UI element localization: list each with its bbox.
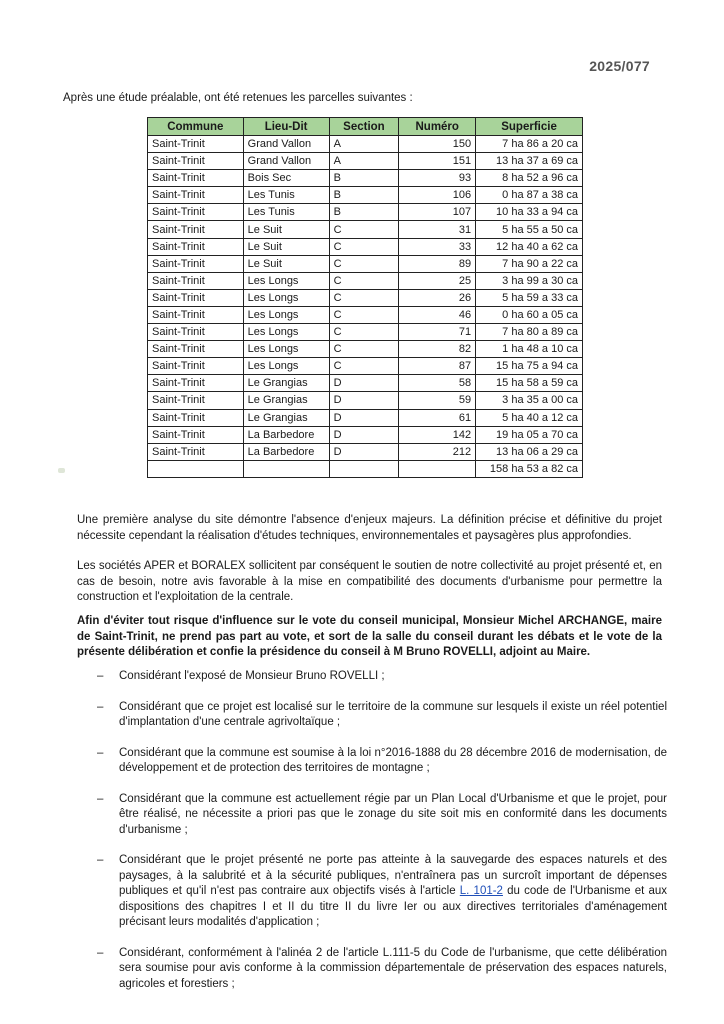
numero-cell: 25 xyxy=(399,272,476,289)
numero-cell: 93 xyxy=(399,170,476,187)
commune-cell: Saint-Trinit xyxy=(148,238,244,255)
numero-cell: 142 xyxy=(399,426,476,443)
table-row xyxy=(148,392,583,409)
considerant-text: Considérant l'exposé de Monsieur Bruno ROVELLI ; xyxy=(119,670,385,682)
lieu-dit-cell: Grand Vallon xyxy=(243,153,329,170)
paragraph-mayor-withdrawal: Afin d'éviter tout risque d'influence sur le vote du conseil municipal, Monsieur Michel ARCHANGE, maire de Saint-Trinit, ne prend pas part au vote, et sort de la salle du conseil durant les débats et le vote de la présente délibération et confie la présidence du conseil à M Bruno ROVELLI, adjoint au Maire. xyxy=(77,615,662,658)
parcels-table xyxy=(147,117,583,478)
list-item xyxy=(77,669,667,685)
table-row xyxy=(148,170,583,187)
superficie-cell: 15 ha 58 a 59 ca xyxy=(476,375,583,392)
table-row xyxy=(148,426,583,443)
commune-cell: Saint-Trinit xyxy=(148,170,244,187)
commune-cell: Saint-Trinit xyxy=(148,426,244,443)
superficie-cell: 7 ha 90 a 22 ca xyxy=(476,255,583,272)
section-cell: C xyxy=(329,324,399,341)
document-reference: 2025/077 xyxy=(589,58,650,74)
lieu-dit-cell: La Barbedore xyxy=(243,426,329,443)
commune-cell: Saint-Trinit xyxy=(148,289,244,306)
column-header-section: Section xyxy=(329,118,399,136)
lieu-dit-cell: Les Longs xyxy=(243,289,329,306)
section-cell: D xyxy=(329,443,399,460)
section-cell: C xyxy=(329,255,399,272)
total-empty-cell xyxy=(399,460,476,477)
table-total-row xyxy=(148,460,583,477)
lieu-dit-cell: Les Longs xyxy=(243,306,329,323)
commune-cell: Saint-Trinit xyxy=(148,358,244,375)
section-cell: D xyxy=(329,392,399,409)
considerant-text: Considérant que la commune est actuellement régie par un Plan Local d'Urbanisme et que le projet, pour être réalisé, ne nécessite a priori pas que le zonage du site soit mis en conformité dans les documents d'urbanisme ; xyxy=(119,792,667,836)
lieu-dit-cell: La Barbedore xyxy=(243,443,329,460)
commune-cell: Saint-Trinit xyxy=(148,153,244,170)
lieu-dit-cell: Grand Vallon xyxy=(243,136,329,153)
superficie-cell: 13 ha 06 a 29 ca xyxy=(476,443,583,460)
considerants-list xyxy=(77,669,667,992)
numero-cell: 46 xyxy=(399,306,476,323)
commune-cell: Saint-Trinit xyxy=(148,375,244,392)
commune-cell: Saint-Trinit xyxy=(148,136,244,153)
section-cell: C xyxy=(329,221,399,238)
list-item xyxy=(77,792,667,839)
numero-cell: 31 xyxy=(399,221,476,238)
superficie-cell: 5 ha 55 a 50 ca xyxy=(476,221,583,238)
table-row xyxy=(148,272,583,289)
paragraph-analysis: Une première analyse du site démontre l'absence d'enjeux majeurs. La définition précise et définitive du projet nécessite cependant la réalisation d'études techniques, environnementales et paysagères plus approfondies. xyxy=(77,514,662,542)
superficie-cell: 15 ha 75 a 94 ca xyxy=(476,358,583,375)
dash-bullet: – xyxy=(97,746,104,759)
numero-cell: 150 xyxy=(399,136,476,153)
numero-cell: 87 xyxy=(399,358,476,375)
superficie-cell: 12 ha 40 a 62 ca xyxy=(476,238,583,255)
intro-text: Après une étude préalable, ont été retenues les parcelles suivantes : xyxy=(63,92,413,104)
considerant-text xyxy=(119,854,667,928)
considerant-text: Considérant que la commune est soumise à la loi n°2016-1888 du 28 décembre 2016 de modernisation, de développement et de protection des territoires de montagne ; xyxy=(119,746,667,774)
dash-bullet: – xyxy=(97,946,104,959)
scan-mark xyxy=(58,468,65,473)
table-header-row xyxy=(148,118,583,136)
section-cell: C xyxy=(329,272,399,289)
superficie-cell: 0 ha 60 a 05 ca xyxy=(476,306,583,323)
lieu-dit-cell: Le Suit xyxy=(243,221,329,238)
column-header-commune: Commune xyxy=(148,118,244,136)
considerant-text: Considérant, conformément à l'alinéa 2 de l'article L.111-5 du Code de l'urbanisme, que cette délibération sera soumise pour avis conforme à la commission départementale de préservation des espaces naturels, agricoles et forestiers ; xyxy=(119,946,667,990)
superficie-cell: 7 ha 86 a 20 ca xyxy=(476,136,583,153)
section-cell: A xyxy=(329,153,399,170)
section-cell: D xyxy=(329,409,399,426)
superficie-cell: 7 ha 80 a 89 ca xyxy=(476,324,583,341)
numero-cell: 212 xyxy=(399,443,476,460)
dash-bullet: – xyxy=(97,670,104,682)
considerant-text-part: du code de l'Urbanisme et aux dispositions des chapitres I et II du titre II du livre Ier ou aux directives territoriales d'aménagement précisant leurs modalités d'application ; xyxy=(119,885,667,928)
lieu-dit-cell: Les Longs xyxy=(243,324,329,341)
list-item xyxy=(77,746,667,777)
total-empty-cell xyxy=(148,460,244,477)
superficie-cell: 3 ha 35 a 00 ca xyxy=(476,392,583,409)
table-row xyxy=(148,409,583,426)
table-row xyxy=(148,358,583,375)
commune-cell: Saint-Trinit xyxy=(148,272,244,289)
lieu-dit-cell: Le Suit xyxy=(243,238,329,255)
superficie-cell: 1 ha 48 a 10 ca xyxy=(476,341,583,358)
section-cell: C xyxy=(329,289,399,306)
superficie-cell: 10 ha 33 a 94 ca xyxy=(476,204,583,221)
numero-cell: 151 xyxy=(399,153,476,170)
section-cell: B xyxy=(329,204,399,221)
table-row xyxy=(148,255,583,272)
lieu-dit-cell: Les Longs xyxy=(243,272,329,289)
numero-cell: 82 xyxy=(399,341,476,358)
commune-cell: Saint-Trinit xyxy=(148,341,244,358)
section-cell: C xyxy=(329,341,399,358)
commune-cell: Saint-Trinit xyxy=(148,221,244,238)
lieu-dit-cell: Le Suit xyxy=(243,255,329,272)
column-header-superficie: Superficie xyxy=(476,118,583,136)
list-item xyxy=(77,853,667,931)
table-row xyxy=(148,375,583,392)
superficie-cell: 0 ha 87 a 38 ca xyxy=(476,187,583,204)
lieu-dit-cell: Les Tunis xyxy=(243,204,329,221)
lieu-dit-cell: Le Grangias xyxy=(243,409,329,426)
lieu-dit-cell: Les Tunis xyxy=(243,187,329,204)
numero-cell: 26 xyxy=(399,289,476,306)
total-area: 158 ha 53 a 82 ca xyxy=(476,460,583,477)
list-item xyxy=(77,946,667,993)
commune-cell: Saint-Trinit xyxy=(148,255,244,272)
commune-cell: Saint-Trinit xyxy=(148,392,244,409)
lieu-dit-cell: Les Longs xyxy=(243,358,329,375)
dash-bullet: – xyxy=(97,854,104,866)
numero-cell: 71 xyxy=(399,324,476,341)
commune-cell: Saint-Trinit xyxy=(148,306,244,323)
section-cell: C xyxy=(329,358,399,375)
table-row xyxy=(148,153,583,170)
table-row xyxy=(148,324,583,341)
considerant-text: Considérant que ce projet est localisé sur le territoire de la commune sur lesquels il existe un réel potentiel d'implantation d'une centrale agrivoltaïque ; xyxy=(119,700,667,728)
dash-bullet: – xyxy=(97,700,104,713)
numero-cell: 106 xyxy=(399,187,476,204)
article-l101-2-link[interactable]: L. 101-2 xyxy=(459,885,503,897)
paragraph-support-request: Les sociétés APER et BORALEX sollicitent par conséquent le soutien de notre collectivité au projet présenté et, en cas de besoin, notre avis favorable à la mise en compatibilité des documents d'urbanisme pour permettre la construction et l'exploitation de la centrale. xyxy=(77,560,662,603)
numero-cell: 61 xyxy=(399,409,476,426)
commune-cell: Saint-Trinit xyxy=(148,187,244,204)
superficie-cell: 3 ha 99 a 30 ca xyxy=(476,272,583,289)
numero-cell: 58 xyxy=(399,375,476,392)
table-row xyxy=(148,187,583,204)
total-empty-cell xyxy=(329,460,399,477)
table-row xyxy=(148,289,583,306)
total-empty-cell xyxy=(243,460,329,477)
section-cell: B xyxy=(329,187,399,204)
superficie-cell: 19 ha 05 a 70 ca xyxy=(476,426,583,443)
table-row xyxy=(148,238,583,255)
column-header-numero: Numéro xyxy=(399,118,476,136)
lieu-dit-cell: Les Longs xyxy=(243,341,329,358)
numero-cell: 33 xyxy=(399,238,476,255)
superficie-cell: 13 ha 37 a 69 ca xyxy=(476,153,583,170)
table-row xyxy=(148,136,583,153)
table-row xyxy=(148,204,583,221)
table-row xyxy=(148,341,583,358)
table-row xyxy=(148,443,583,460)
lieu-dit-cell: Bois Sec xyxy=(243,170,329,187)
considerant-text-part: Considérant que le projet présenté ne porte pas atteinte à la sauvegarde des espaces naturels et des paysages, à la salubrité et à la sécurité publiques, n'entraînera pas un surcroît important de dépenses publiques et qu'il n'est pas contraire aux objectifs visés à l'article xyxy=(119,854,667,897)
commune-cell: Saint-Trinit xyxy=(148,204,244,221)
commune-cell: Saint-Trinit xyxy=(148,443,244,460)
superficie-cell: 8 ha 52 a 96 ca xyxy=(476,170,583,187)
commune-cell: Saint-Trinit xyxy=(148,409,244,426)
numero-cell: 89 xyxy=(399,255,476,272)
column-header-lieu-dit: Lieu-Dit xyxy=(243,118,329,136)
lieu-dit-cell: Le Grangias xyxy=(243,392,329,409)
commune-cell: Saint-Trinit xyxy=(148,324,244,341)
section-cell: C xyxy=(329,306,399,323)
superficie-cell: 5 ha 40 a 12 ca xyxy=(476,409,583,426)
superficie-cell: 5 ha 59 a 33 ca xyxy=(476,289,583,306)
section-cell: B xyxy=(329,170,399,187)
section-cell: A xyxy=(329,136,399,153)
lieu-dit-cell: Le Grangias xyxy=(243,375,329,392)
numero-cell: 107 xyxy=(399,204,476,221)
section-cell: D xyxy=(329,375,399,392)
table-row xyxy=(148,306,583,323)
dash-bullet: – xyxy=(97,792,104,805)
numero-cell: 59 xyxy=(399,392,476,409)
section-cell: D xyxy=(329,426,399,443)
table-row xyxy=(148,221,583,238)
section-cell: C xyxy=(329,238,399,255)
list-item xyxy=(77,700,667,731)
